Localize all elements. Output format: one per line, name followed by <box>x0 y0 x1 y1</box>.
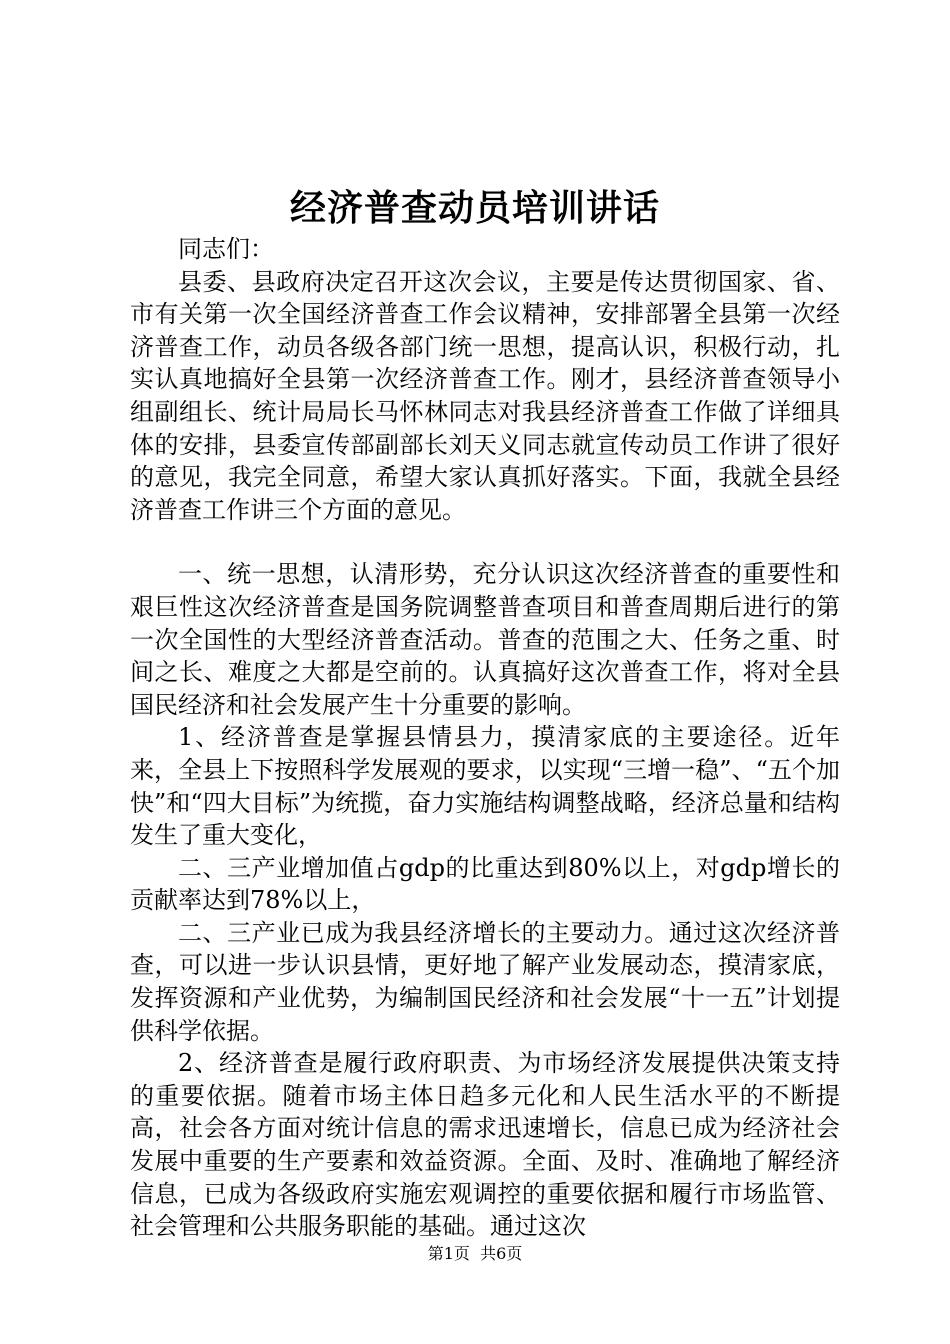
document-body <box>130 233 840 1243</box>
page-indicator: 第1页 共6页 <box>427 1244 523 1263</box>
paragraph-point-2: 2、经济普查是履行政府职责、为市场经济发展提供决策支持的重要依据。随着市场主体日趋多元化和人民生活水平的不断提高，社会各方面对统计信息的需求迅速增长，信息已成为经济社会发展中重要的生产要素和效益资源。全面、及时、准确地了解经济信息，已成为各级政府实施宏观调控的重要依据和履行市场监管、社会管理和公共服务职能的基础。通过这次 <box>130 1049 840 1241</box>
paragraph-industry-driver: 二、三产业已成为我县经济增长的主要动力。通过这次经济普查，可以进一步认识县情，更好地了解产业发展动态，摸清家底，发挥资源和产业优势，为编制国民经济和社会发展“十一五”计划提供科学依据。 <box>130 918 840 1045</box>
paragraph-industry-share: 二、三产业增加值占gdp的比重达到80%以上，对gdp增长的贡献率达到78%以上， <box>130 853 840 915</box>
paragraph-section-1: 一、统一思想，认清形势，充分认识这次经济普查的重要性和艰巨性这次经济普查是国务院调整普查项目和普查周期后进行的第一次全国性的大型经济普查活动。普查的范围之大、任务之重、时间之长、难度之大都是空前的。认真搞好这次普查工作，将对全县国民经济和社会发展产生十分重要的影响。 <box>130 560 840 719</box>
paragraph-intro: 县委、县政府决定召开这次会议，主要是传达贯彻国家、省、市有关第一次全国经济普查工作会议精神，安排部署全县第一次经济普查工作，动员各级各部门统一思想，提高认识，积极行动，扎实认真地搞好全县第一次经济普查工作。刚才，县经济普查领导小组副组长、统计局局长马怀林同志对我县经济普查工作做了详细具体的安排，县委宣传部副部长刘天义同志就宣传动员工作讲了很好的意见，我完全同意，希望大家认真抓好落实。下面，我就全县经济普查工作讲三个方面的意见。 <box>130 267 840 524</box>
paragraph-point-1: 1、经济普查是掌握县情县力，摸清家底的主要途径。近年来，全县上下按照科学发展观的要求，以实现“三增一稳”、“五个加快”和“四大目标”为统揽，奋力实施结构调整战略，经济总量和结构发生了重大变化， <box>130 723 840 850</box>
salutation: 同志们： <box>178 235 274 263</box>
document-title: 经济普查动员培训讲话 <box>289 187 660 229</box>
